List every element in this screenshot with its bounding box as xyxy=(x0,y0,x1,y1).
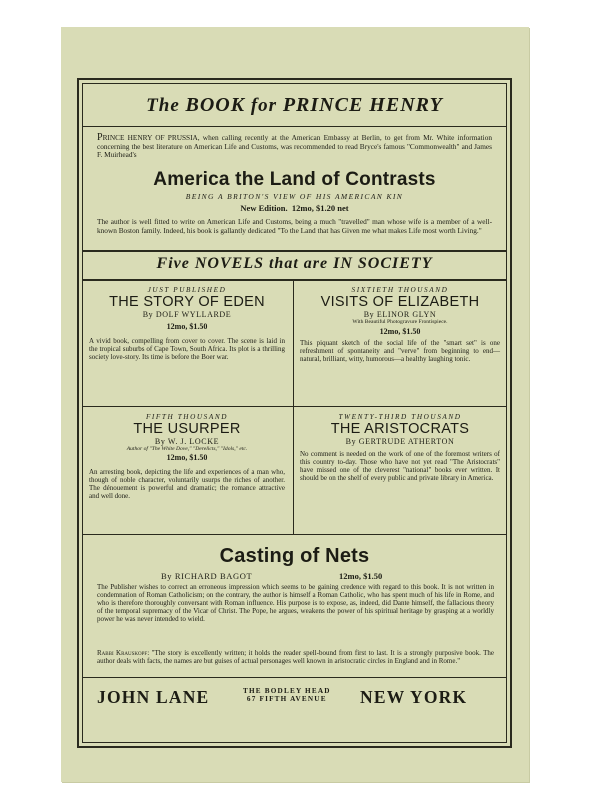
casting-title: Casting of Nets xyxy=(219,545,370,567)
intro-text: RINCE HENRY OF PRUSSIA, when calling recently at the American Embassy at Berlin, to get from Mr. White information concerning the best literature on American Life and Customs, was recommended to read Bryce's famous "Commonwealth" and James F. Muirhead's xyxy=(97,133,492,160)
novel-tag: TWENTY-THIRD THOUSAND xyxy=(338,413,462,421)
novel-story-of-eden xyxy=(89,286,285,361)
banner-five: Five xyxy=(156,255,190,272)
publisher-address xyxy=(243,687,331,703)
novel-tag: FIFTH THOUSAND xyxy=(145,413,229,421)
novel-description: This piquant sketch of the social life of the "smart set" is one refreshment of spontaneity and "verve" from beginning to end—natural, brilliant, witty, humorous—a healthy laughing tonic. xyxy=(300,339,500,363)
novels-banner xyxy=(83,255,506,273)
novel-byline: By W. J. LOCKE xyxy=(154,437,220,446)
quote-text: "The story is excellently written; it holds the reader spell-bound from first to last. It is a strongly purposive book. The author deals with facts, the names are but guises of actual personages well known in aristocratic circles in England and in Rome." xyxy=(97,649,495,665)
novel-visits-of-elizabeth xyxy=(300,286,500,363)
grid-divider xyxy=(293,280,294,534)
casting-quote xyxy=(97,649,494,665)
novel-extra: Author of "The White Dove," "Derelicts," "Idols," etc. xyxy=(126,446,248,452)
heading-prince-henry: PRINCE HENRY xyxy=(282,94,443,116)
feature-price: 12mo, $1.20 net xyxy=(291,203,349,213)
novel-description: No comment is needed on the work of one of the foremost writers of this country to-day. Those who have not yet read "The Aristocrats" have missed one of the cleverest "national" books ever written. It should be on the shelf of every public and private library in America. xyxy=(300,450,500,482)
banner-in-society: IN SOCIETY xyxy=(333,255,433,272)
feature-title: America the Land of Contrasts xyxy=(153,169,436,190)
divider xyxy=(83,677,506,678)
outer-border xyxy=(77,78,512,748)
divider xyxy=(83,406,506,407)
advertisement-page xyxy=(61,27,529,782)
novel-price: 12mo, $1.50 xyxy=(379,327,421,336)
divider xyxy=(83,250,506,252)
intro-dropcap: P xyxy=(97,132,103,143)
banner-novels: NOVELS xyxy=(194,255,264,272)
novel-extra: With Beautiful Photogravure Frontispiece. xyxy=(352,319,448,325)
intro-paragraph xyxy=(97,134,492,160)
novel-byline: By ELINOR GLYN xyxy=(363,310,437,319)
novel-price: 12mo, $1.50 xyxy=(166,322,208,331)
address-line-2: 67 FIFTH AVENUE xyxy=(246,695,327,703)
casting-description: The Publisher wishes to correct an erroneous impression which seems to be gaining credence with regard to this book. It is not written in condemnation of Roman Catholicism; on the contrary, the author is himself a Roman Catholic, who has spent much of his life in Rome, and who is therefore thoroughly conversant with Roman influence. His purpose is to expose, as, indeed, did Dante himself, the fallacious theory of the temporal supremacy of the Vicar of Christ. The Pope, he argues, weakens the power of his spiritual heritage by grasping at a worldly power he was never intended to wield. xyxy=(97,583,494,623)
publisher-name: JOHN LANE xyxy=(97,687,210,707)
novel-the-aristocrats xyxy=(300,413,500,482)
feature-price-line xyxy=(83,203,506,213)
novel-title: THE ARISTOCRATS xyxy=(330,421,470,437)
novel-the-usurper xyxy=(89,413,285,500)
casting-byline: By RICHARD BAGOT xyxy=(161,571,253,581)
heading-book: BOOK xyxy=(185,94,246,116)
novel-title: VISITS OF ELIZABETH xyxy=(320,294,480,310)
novel-title: THE USURPER xyxy=(133,421,241,437)
banner-that-are: that are xyxy=(268,255,329,272)
novel-description: An arresting book, depicting the life and experiences of a man who, though of noble character, voluntarily usurps the riches of another. The dénouement is powerful and dramatic; the romance attractive and well done. xyxy=(89,468,285,500)
casting-price: 12mo, $1.50 xyxy=(339,571,383,581)
novel-byline: By DOLF WYLLARDE xyxy=(142,310,232,319)
divider xyxy=(83,534,506,535)
novel-title: THE STORY OF EDEN xyxy=(109,294,265,310)
heading-the: The xyxy=(146,95,180,116)
divider xyxy=(83,279,506,281)
novel-description: A vivid book, compelling from cover to cover. The scene is laid in the tropical suburbs of Cape Town, South Africa. Its plot is a thrilling society love-story. Its time is before the Boer war. xyxy=(89,337,285,361)
publisher-city: NEW YORK xyxy=(360,687,468,707)
novel-tag: JUST PUBLISHED xyxy=(147,286,227,294)
novel-tag: SIXTIETH THOUSAND xyxy=(351,286,449,294)
novel-byline: By GERTRUDE ATHERTON xyxy=(345,437,455,446)
divider xyxy=(83,126,506,127)
heading-for: for xyxy=(250,95,278,116)
feature-edition: New Edition. xyxy=(240,203,288,213)
novel-price: 12mo, $1.50 xyxy=(166,453,208,462)
quote-source: Rabbi Krauskopf: xyxy=(97,649,150,657)
feature-description: The author is well fitted to write on American Life and Customs, being a much "travelled" man whose wife is a member of a well-known Boston family. Indeed, his book is gallantly dedicated "To the Land that has Given me what makes Life most worth Living." xyxy=(97,217,492,235)
address-line-1: THE BODLEY HEAD xyxy=(243,687,331,695)
page-heading xyxy=(83,94,506,117)
inner-border xyxy=(82,83,507,743)
feature-subtitle: BEING A BRITON'S VIEW OF HIS AMERICAN KIN xyxy=(185,192,404,201)
